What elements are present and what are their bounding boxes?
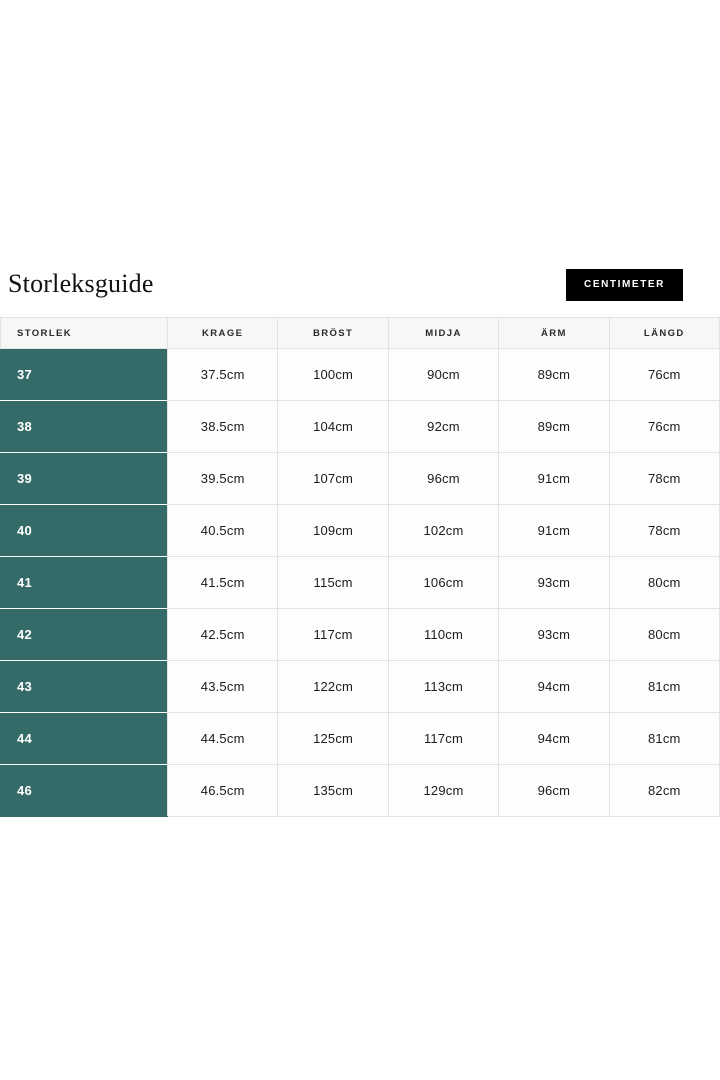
cell-size: 41 <box>1 557 168 609</box>
cell-midja: 92cm <box>388 401 498 453</box>
column-header-midja: MIDJA <box>388 318 498 349</box>
table-row <box>1 349 720 401</box>
cell-krage: 46.5cm <box>168 765 278 817</box>
cell-arm: 94cm <box>499 713 609 765</box>
table-row <box>1 609 720 661</box>
cell-arm: 96cm <box>499 765 609 817</box>
size-guide-header <box>0 255 720 317</box>
cell-midja: 96cm <box>388 453 498 505</box>
cell-langd: 82cm <box>609 765 719 817</box>
cell-krage: 41.5cm <box>168 557 278 609</box>
cell-langd: 81cm <box>609 713 719 765</box>
cell-brost: 125cm <box>278 713 388 765</box>
table-row <box>1 661 720 713</box>
cell-langd: 80cm <box>609 609 719 661</box>
cell-arm: 93cm <box>499 557 609 609</box>
cell-size: 44 <box>1 713 168 765</box>
cell-langd: 76cm <box>609 401 719 453</box>
column-header-storlek: STORLEK <box>1 318 168 349</box>
cell-size: 40 <box>1 505 168 557</box>
table-row <box>1 505 720 557</box>
size-table <box>0 317 720 817</box>
page-title: Storleksguide <box>8 269 154 298</box>
cell-midja: 129cm <box>388 765 498 817</box>
size-table-body <box>1 349 720 817</box>
cell-krage: 40.5cm <box>168 505 278 557</box>
cell-arm: 93cm <box>499 609 609 661</box>
cell-midja: 90cm <box>388 349 498 401</box>
cell-size: 42 <box>1 609 168 661</box>
cell-arm: 94cm <box>499 661 609 713</box>
cell-krage: 44.5cm <box>168 713 278 765</box>
cell-brost: 135cm <box>278 765 388 817</box>
cell-arm: 91cm <box>499 505 609 557</box>
column-header-arm: ÄRM <box>499 318 609 349</box>
column-header-brost: BRÖST <box>278 318 388 349</box>
cell-midja: 117cm <box>388 713 498 765</box>
cell-langd: 76cm <box>609 349 719 401</box>
cell-brost: 122cm <box>278 661 388 713</box>
cell-krage: 42.5cm <box>168 609 278 661</box>
table-row <box>1 557 720 609</box>
cell-size: 43 <box>1 661 168 713</box>
unit-toggle-button[interactable]: CENTIMETER <box>566 269 683 301</box>
cell-krage: 43.5cm <box>168 661 278 713</box>
cell-langd: 78cm <box>609 505 719 557</box>
cell-langd: 80cm <box>609 557 719 609</box>
cell-arm: 89cm <box>499 349 609 401</box>
cell-brost: 109cm <box>278 505 388 557</box>
cell-brost: 104cm <box>278 401 388 453</box>
cell-langd: 78cm <box>609 453 719 505</box>
column-header-langd: LÄNGD <box>609 318 719 349</box>
cell-krage: 38.5cm <box>168 401 278 453</box>
table-row <box>1 453 720 505</box>
cell-brost: 117cm <box>278 609 388 661</box>
cell-size: 39 <box>1 453 168 505</box>
cell-brost: 115cm <box>278 557 388 609</box>
table-row <box>1 401 720 453</box>
cell-size: 46 <box>1 765 168 817</box>
size-table-head <box>1 318 720 349</box>
cell-langd: 81cm <box>609 661 719 713</box>
cell-midja: 110cm <box>388 609 498 661</box>
table-row <box>1 713 720 765</box>
cell-midja: 113cm <box>388 661 498 713</box>
cell-brost: 107cm <box>278 453 388 505</box>
cell-arm: 89cm <box>499 401 609 453</box>
cell-midja: 106cm <box>388 557 498 609</box>
cell-midja: 102cm <box>388 505 498 557</box>
cell-size: 38 <box>1 401 168 453</box>
size-guide-section <box>0 255 720 817</box>
cell-size: 37 <box>1 349 168 401</box>
cell-arm: 91cm <box>499 453 609 505</box>
column-header-krage: KRAGE <box>168 318 278 349</box>
cell-krage: 39.5cm <box>168 453 278 505</box>
table-row <box>1 765 720 817</box>
table-header-row <box>1 318 720 349</box>
cell-krage: 37.5cm <box>168 349 278 401</box>
cell-brost: 100cm <box>278 349 388 401</box>
